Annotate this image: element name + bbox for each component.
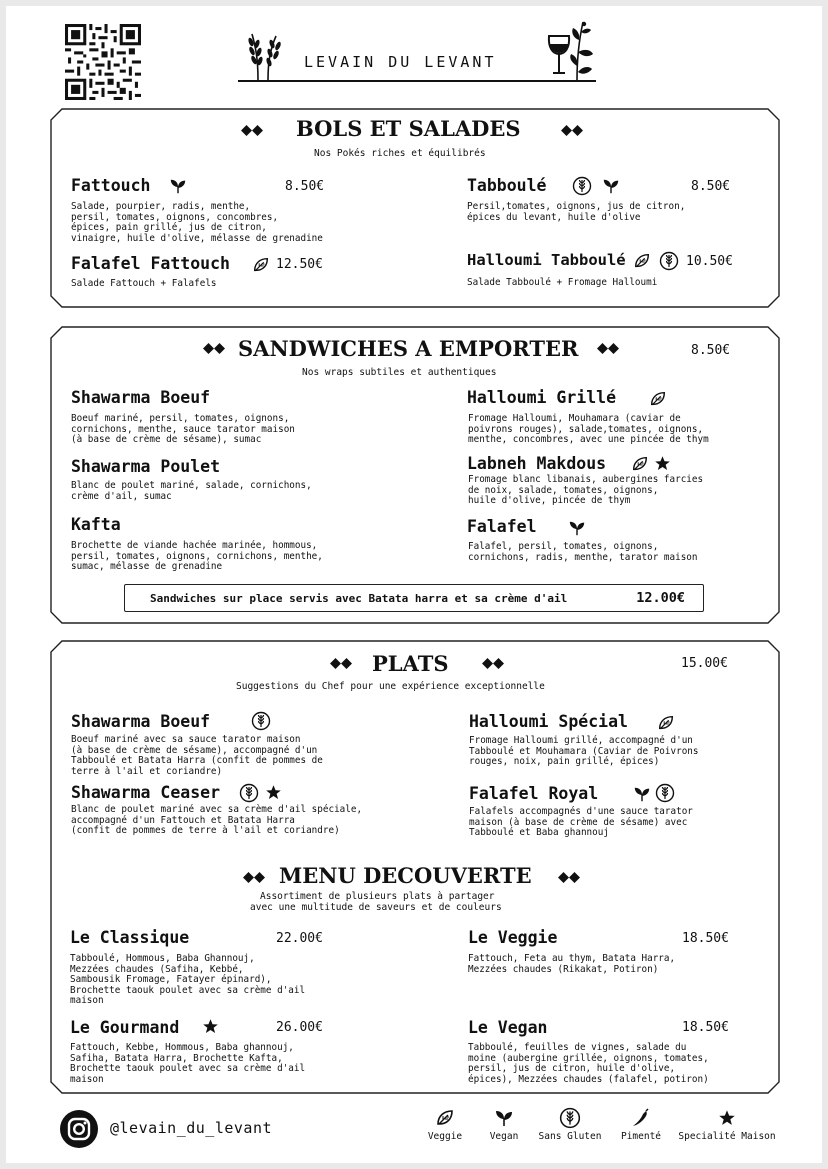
item-name: Halloumi Grillé: [467, 388, 617, 407]
item-name: Halloumi Spécial: [469, 712, 628, 731]
item-description: Salade Tabboulé + Fromage Halloumi: [467, 277, 658, 288]
chili-icon: [631, 1108, 651, 1128]
star-icon: [265, 784, 282, 801]
gluten-free-icon: [655, 783, 675, 803]
section-subtitle-decouverte: Assortiment de plusieurs plats à partager: [260, 891, 495, 902]
item-price: 18.50€: [682, 931, 729, 946]
menu-page: [6, 6, 822, 1163]
item-name: Le Vegan: [468, 1018, 548, 1037]
section-subtitle-plats: Suggestions du Chef pour une expérience exceptionnelle: [236, 681, 545, 692]
diamonds-icon: [560, 125, 584, 136]
diamonds-icon: [242, 872, 266, 883]
item-name: Fattouch: [71, 176, 151, 195]
diamonds-icon: [240, 125, 264, 136]
onsite-offer-price: 12.00€: [636, 590, 685, 606]
legend-label: Pimenté: [620, 1131, 662, 1142]
veggie-icon: [435, 1108, 455, 1128]
gluten-free-icon: [572, 176, 592, 196]
item-name: Le Classique: [70, 928, 190, 947]
item-description: Falafel, persil, tomates, oignons, cornichons, radis, menthe, tarator maison: [468, 541, 698, 563]
vegan-icon: [633, 785, 651, 803]
legend-spicy: [616, 1108, 666, 1142]
item-name: Le Veggie: [468, 928, 558, 947]
section-title-decouverte: MENU DECOUVERTE: [279, 863, 532, 888]
star-icon: [718, 1108, 736, 1128]
item-price: 26.00€: [276, 1020, 323, 1035]
diamonds-icon: [329, 658, 353, 669]
legend-gluten-free: [533, 1108, 607, 1142]
legend-vegan: [484, 1108, 524, 1142]
veggie-icon: [252, 256, 270, 274]
diamonds-icon: [481, 658, 505, 669]
diamonds-icon: [596, 343, 620, 354]
legend-label: Vegan: [489, 1131, 519, 1142]
star-icon: [202, 1018, 219, 1035]
qr-code[interactable]: [65, 22, 141, 102]
legend-label: Specialité Maison: [678, 1131, 776, 1142]
veggie-icon: [657, 714, 675, 732]
vegan-icon: [169, 177, 187, 195]
item-description: Falafels accompagnés d'une sauce tarator maison (à base de crème de sésame) avec Tabboulé et Baba ghannouj: [469, 806, 693, 839]
item-description: Fattouch, Feta au thym, Batata Harra, Mezzées chaudes (Rikakat, Potiron): [468, 953, 676, 975]
item-name: Shawarma Boeuf: [71, 388, 211, 407]
item-price: 12.50€: [276, 257, 323, 272]
onsite-offer-box: [124, 584, 704, 612]
section-subtitle-sandwiches: Nos wraps subtiles et authentiques: [302, 367, 497, 378]
item-description: Salade, pourpier, radis, menthe, persil, tomates, oignons, concombres, épices, pain grillé, jus de citron, vinaigre, huile d'olive, mélasse de grenadine: [71, 201, 323, 244]
brand-header: [238, 20, 596, 86]
star-icon: [654, 455, 671, 472]
section-subtitle-decouverte: avec une multitude de saveurs et de couleurs: [250, 902, 502, 913]
section-price: 8.50€: [691, 343, 731, 358]
item-description: Brochette de viande hachée marinée, hommous, persil, tomates, oignons, cornichons, menthe, sumac, mélasse de grenadine: [71, 540, 323, 573]
item-name: Labneh Makdous: [467, 454, 607, 473]
section-title-bols: BOLS ET SALADES: [296, 116, 521, 141]
item-description: Tabboulé, Hommous, Baba Ghannouj, Mezzées chaudes (Safiha, Kebbé, Sambousik Fromage, Fatayer épinard), Brochette taouk poulet avec sa crème d'ail maison: [70, 953, 306, 1007]
item-price: 18.50€: [682, 1020, 729, 1035]
item-description: Tabboulé, feuilles de vignes, salade du moine (aubergine grillée, oignons, tomates, persil, jus de citron, huile d'olive, épices), Mezzées chaudes (falafel, potiron): [468, 1042, 709, 1085]
item-description: Persil,tomates, oignons, jus de citron, épices du levant, huile d'olive: [467, 201, 686, 223]
item-name: Tabboulé: [467, 176, 547, 195]
section-title-plats: PLATS: [372, 651, 449, 676]
brand-underline: [238, 80, 596, 82]
item-description: Blanc de poulet mariné avec sa crème d'ail spéciale, accompagné d'un Fattouch et Batata Harra (confit de pommes de terre à l'ail et coriandre): [71, 804, 363, 837]
gluten-free-icon: [659, 251, 679, 271]
item-price: 8.50€: [285, 179, 325, 194]
legend-label: Veggie: [427, 1131, 463, 1142]
veggie-icon: [649, 390, 667, 408]
diamonds-icon: [202, 343, 226, 354]
item-name: Shawarma Boeuf: [71, 712, 211, 731]
item-name: Kafta: [71, 515, 121, 534]
item-description: Fromage blanc libanais, aubergines farcies de noix, salade, tomates, oignons, huile d'olive, pincée de thym: [468, 474, 704, 507]
gluten-free-icon: [559, 1107, 581, 1129]
brand-name: LEVAIN DU LEVANT: [304, 53, 497, 71]
item-name: Shawarma Poulet: [71, 457, 221, 476]
section-price: 15.00€: [681, 656, 728, 671]
veggie-icon: [631, 455, 649, 473]
instagram-icon[interactable]: [60, 1110, 98, 1148]
item-name: Shawarma Ceaser: [71, 783, 221, 802]
vegan-icon: [602, 177, 620, 195]
legend-label: Sans Gluten: [538, 1131, 602, 1142]
item-name: Falafel Fattouch: [71, 254, 230, 273]
gluten-free-icon: [239, 783, 259, 803]
gluten-free-icon: [251, 711, 271, 731]
section-title-sandwiches: SANDWICHES A EMPORTER: [238, 336, 579, 361]
item-price: 10.50€: [686, 254, 733, 269]
legend-veggie: [423, 1108, 467, 1142]
vegan-icon: [494, 1108, 514, 1128]
item-description: Fromage Halloumi, Mouhamara (caviar de poivrons rouges), salade,tomates, oignons, menthe, concombres, avec une pincée de thym: [468, 413, 709, 446]
item-name: Falafel: [467, 517, 537, 536]
instagram-handle[interactable]: @levain_du_levant: [110, 1119, 273, 1137]
item-name: Halloumi Tabboulé: [467, 251, 626, 269]
item-price: 22.00€: [276, 931, 323, 946]
vegan-icon: [568, 519, 586, 537]
item-description: Salade Fattouch + Falafels: [71, 278, 217, 289]
wheat-logo-icon: [246, 30, 284, 80]
diamonds-icon: [557, 872, 581, 883]
item-description: Boeuf mariné avec sa sauce tarator maison (à base de crème de sésame), accompagné d'un Tabboulé et Batata Harra (confit de pommes de terre à l'ail et coriandre): [71, 734, 323, 777]
item-price: 8.50€: [691, 179, 731, 194]
item-name: Falafel Royal: [469, 784, 599, 803]
wine-glass-logo-icon: [543, 20, 595, 82]
section-subtitle-bols: Nos Pokés riches et équilibrés: [314, 148, 486, 159]
veggie-icon: [633, 252, 651, 270]
item-name: Le Gourmand: [70, 1018, 180, 1037]
item-description: Blanc de poulet mariné, salade, cornichons, crème d'ail, sumac: [71, 480, 312, 502]
onsite-offer-text: Sandwiches sur place servis avec Batata harra et sa crème d'ail: [150, 592, 568, 605]
item-description: Fattouch, Kebbe, Hommous, Baba ghannouj, Safiha, Batata Harra, Brochette Kafta, Brochette taouk poulet avec sa crème d'ail maison: [70, 1042, 306, 1085]
item-description: Boeuf mariné, persil, tomates, oignons, cornichons, menthe, sauce tarator maison (à base de crème de sésame), sumac: [71, 413, 295, 446]
item-description: Fromage Halloumi grillé, accompagné d'un Tabboulé et Mouhamara (Caviar de Poivrons rouges, noix, pain grillé, épices): [469, 735, 699, 768]
legend-house-specialty: [673, 1108, 781, 1142]
